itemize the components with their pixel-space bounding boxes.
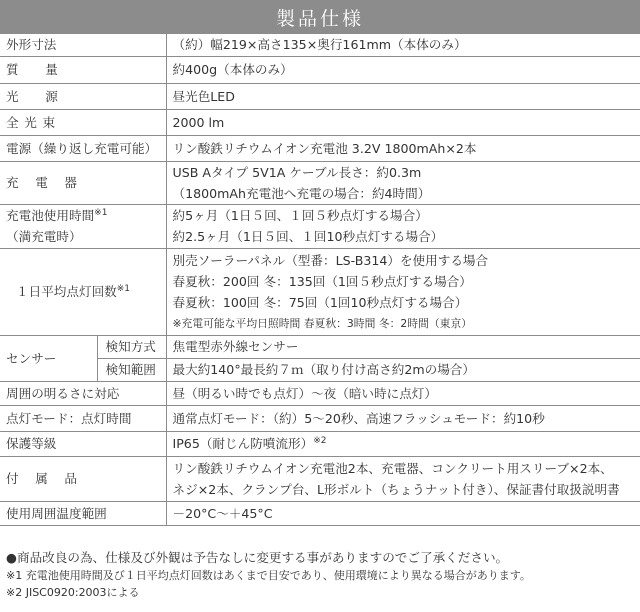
accessories-value [166,456,640,501]
temperature-label: 使用周囲温度範囲 [0,501,166,525]
note-footnote-2: ※2 JISC0920:2003による [6,586,140,599]
spec-row-light-source [0,83,640,109]
spec-row-ambient [0,381,640,405]
protection-footnote-mark: ※2 [313,436,327,446]
sensor-range-value: 最大約140°最長約７ｍ（取り付け高さ約2mの場合） [166,358,640,381]
notes [6,548,636,601]
accessories-line-1: リン酸鉄リチウムイオン充電池2本、充電器、コンクリート用スリーブ×2本、 [172,460,613,476]
sensor-label: センサー [0,335,97,381]
accessories-line-2: ネジ×2本、クランプ台、L形ボルト（ちょうナット付き）、保証書付取扱説明書 [172,481,620,497]
charger-label [0,161,166,204]
ambient-label: 周囲の明るさに対応 [0,381,166,405]
sensor-method-label: 検知方式 [97,335,166,358]
light-source-label [0,83,166,109]
luminous-flux-value: 2000 lm [166,109,640,135]
spec-row-power [0,135,640,161]
charger-line-1: USB Aタイプ 5V1A ケーブル長さ：約0.3m [172,164,422,180]
battery-time-value [166,204,640,248]
battery-time-line-1: 約5ヶ月（1日５回、１回５秒点灯する場合） [172,208,428,223]
spec-row-daily-count [0,248,640,335]
daily-count-line-1: 別売ソーラーパネル（型番：LS-B314）を使用する場合 [172,252,489,268]
size-label: 外形寸法 [0,34,166,56]
mode-label: 点灯モード：点灯時間 [0,405,166,431]
sensor-range-label: 検知範囲 [97,358,166,381]
spec-row-charger [0,161,640,204]
spec-title: 製品仕様 [275,7,364,30]
weight-label [0,56,166,83]
spec-row-weight [0,56,640,83]
spec-table [0,34,640,526]
daily-count-label-text: １日平均点灯回数 [16,284,117,299]
daily-count-line-3: 春夏秋：100回 冬：75回（1回10秒点灯する場合） [172,294,468,310]
spec-row-protection [0,431,640,456]
accessories-label-text: 付 属 品 [6,471,84,486]
note-footnote-1: ※1 充電池使用時間及び１日平均点灯回数はあくまで目安であり、使用環境により異なる場合があります。 [6,569,531,582]
weight-label-text: 質 量 [6,62,70,77]
light-source-label-text: 光 源 [6,88,70,104]
protection-value-text: IP65（耐じん防噴流形） [172,436,314,451]
daily-count-footnote-mark: ※1 [116,284,131,294]
daily-count-line-2: 春夏秋：200回 冬：135回（1回５秒点灯する場合） [172,273,472,289]
daily-count-line-4: ※充電可能な平均日照時間 春夏秋：3時間 冬：2時間（東京） [172,316,473,330]
battery-time-label [0,204,166,248]
ambient-value: 昼（明るい時でも点灯）〜夜（暗い時に点灯） [166,381,640,405]
battery-time-label-line-2: （満充電時） [6,229,82,244]
spec-row-mode [0,405,640,431]
spec-row-size [0,34,640,56]
power-label: 電源（繰り返し充電可能） [0,135,166,161]
mode-value: 通常点灯モード：（約）5〜20秒、高速フラッシュモード：約10秒 [166,405,640,431]
temperature-value: －20°C〜＋45°C [166,501,640,525]
spec-row-luminous-flux [0,109,640,135]
sensor-method-value: 焦電型赤外線センサー [166,335,640,358]
battery-time-line-2: 約2.5ヶ月（1日５回、１回10秒点灯する場合） [172,229,444,244]
luminous-flux-label-text: 全光束 [6,114,61,130]
power-value: リン酸鉄リチウムイオン充電池 3.2V 1800mAh×2本 [166,135,640,161]
charger-line-2: （1800mAh充電池へ充電の場合：約4時間） [172,185,431,201]
size-value: （約）幅219×高さ135×奥行161mm（本体のみ） [166,34,640,56]
note-change-notice: ●商品改良の為、仕様及び外観は予告なしに変更する事がありますのでご了承ください。 [6,550,509,565]
spec-header [0,0,640,34]
weight-value: 約400g（本体のみ） [166,56,640,83]
spec-row-accessories [0,456,640,501]
accessories-label [0,456,166,501]
protection-label: 保護等級 [0,431,166,456]
luminous-flux-label [0,109,166,135]
charger-value [166,161,640,204]
protection-value [166,431,640,456]
charger-label-text: 充 電 器 [6,175,84,190]
light-source-value: 昼光色LED [166,83,640,109]
spec-row-sensor-method [0,335,640,358]
spec-row-battery-time [0,204,640,248]
spec-row-temperature [0,501,640,525]
daily-count-label [0,248,166,335]
battery-time-footnote-mark: ※1 [94,208,108,218]
daily-count-value [166,248,640,335]
battery-time-label-line-1: 充電池使用時間 [6,208,95,223]
